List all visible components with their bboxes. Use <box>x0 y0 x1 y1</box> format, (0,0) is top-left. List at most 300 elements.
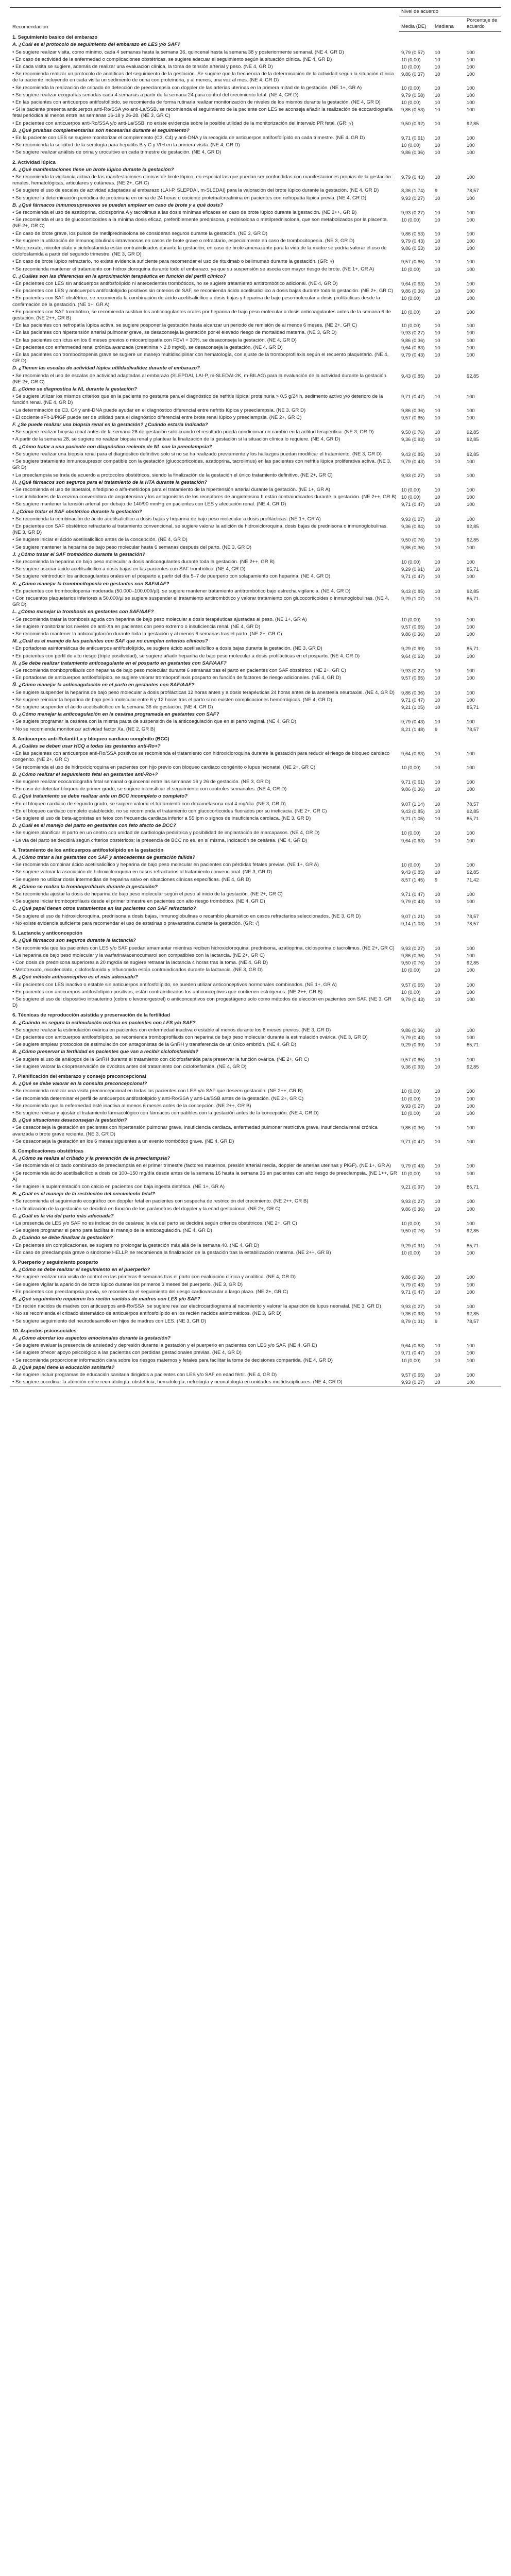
cell-pct: 100 <box>467 1103 475 1109</box>
recommendation-text: • Se sugiere mantener la heparina de bajo peso molecular hasta 6 semanas después del parto. (NE 3, GR D) <box>12 544 252 550</box>
cell-mean: 9,07 (1,14) <box>401 801 425 807</box>
recommendation-text: • En portadoras de anticuerpos antifosfolípido, se sugiere valorar tromboprofilaxis posparto en función de factores de riesgo adicionales. (NE 4, GR D) <box>12 675 341 681</box>
recommendation-text: • Se sugiere el uso del dispositivo intrauterino (cobre o levonorgestrel) o anticonceptivos con progestágeno solo como métodos de elección en pacientes con SAF. (NE 3, GR D) <box>12 996 392 1009</box>
recommendation-row <box>10 322 501 329</box>
cell-mean <box>399 1071 433 1080</box>
cell-pct: 100 <box>467 295 475 301</box>
recommendation-text: • En pacientes con perfil de alto riesgo (triple positividad), se sugiere añadir heparina de bajo peso molecular a dosis profilácticas en el posparto. (NE 4, GR D) <box>12 653 360 659</box>
section-title: 9. Puerperio y seguimiento posparto <box>12 1260 98 1266</box>
cell-pct <box>465 509 501 516</box>
cell-pct <box>465 273 501 280</box>
recommendation-row <box>10 996 501 1009</box>
recommendation-row <box>10 704 501 711</box>
recommendation-text: • Se recomienda el uso de glucocorticoides a la mínima dosis eficaz, preferiblemente prednisona, prednisolona o metilprednisolona, que son metabolizados por la placenta. (NE 2+, GR C) <box>12 217 388 229</box>
cell-mean <box>399 682 433 689</box>
cell-mean: 10 (0,00) <box>401 142 421 148</box>
recommendation-row <box>10 337 501 344</box>
cell-pct: 100 <box>467 779 475 785</box>
cell-mean: 9,79 (0,43) <box>401 719 425 725</box>
cell-median: 10 <box>435 631 440 637</box>
recommendation-text: • Metotrexato, micofenolato, ciclofosfamida y leflunomida están contraindicados durante la lactancia. (NE 3, GR D) <box>12 967 263 973</box>
cell-pct: 100 <box>467 1206 475 1212</box>
cell-mean: 9,86 (0,37) <box>401 71 425 77</box>
recommendation-row <box>10 1095 501 1103</box>
cell-mean: 9,93 (0,27) <box>401 330 425 336</box>
recommendation-text: • En pacientes sin complicaciones, se sugiere no prolongar la gestación más allá de la semana 40. (NE 4, GR D) <box>12 1242 260 1248</box>
cell-pct: 85,71 <box>467 595 479 601</box>
cell-mean: 9,79 (0,43) <box>401 1281 425 1287</box>
cell-mean: 9,86 (0,53) <box>401 245 425 251</box>
cell-mean <box>399 166 433 174</box>
recommendation-row <box>10 280 501 287</box>
question-text: D. ¿Cuál es el manejo del parto en gestantes con feto afecto de BCC? <box>12 823 176 829</box>
question-text: A. ¿Cómo se realiza el cribado y la prevención de la preeclampsia? <box>12 1156 171 1162</box>
recommendation-row <box>10 494 501 501</box>
recommendation-text: • Se sugiere el uso de análogos de la GnRH durante el tratamiento con ciclofosfamida para preservar la función ovárica. (NE 2+, GR C) <box>12 1056 309 1062</box>
cell-pct <box>465 1145 501 1155</box>
cell-pct: 100 <box>467 1249 475 1256</box>
recommendation-row <box>10 913 501 920</box>
recommendation-text: • Se sugiere programar el parto para facilitar el manejo de la anticoagulación. (NE 4, GR D) <box>12 1228 212 1234</box>
cell-pct: 100 <box>467 259 475 265</box>
recommendation-row <box>10 837 501 844</box>
recommendation-text: • Se sugiere iniciar tromboprofilaxis desde el primer trimestre en pacientes con alto riesgo trombótico. (NE 4, GR D) <box>12 899 265 905</box>
cell-mean: 9,79 (0,43) <box>401 352 425 358</box>
cell-median: 10 <box>435 667 440 673</box>
question-row <box>10 41 501 48</box>
recommendation-row <box>10 393 501 406</box>
cell-median: 10 <box>435 266 440 272</box>
cell-median: 10 <box>435 646 440 652</box>
recommendation-row <box>10 71 501 84</box>
cell-pct <box>465 1213 501 1220</box>
cell-median <box>433 202 465 209</box>
cell-mean <box>399 273 433 280</box>
cell-pct: 100 <box>467 245 475 251</box>
cell-mean <box>399 1009 433 1019</box>
recommendation-row <box>10 536 501 544</box>
cell-median: 10 <box>435 1281 440 1287</box>
cell-pct: 92,85 <box>467 1311 479 1317</box>
recommendation-row <box>10 1088 501 1095</box>
cell-mean: 9,50 (0,76) <box>401 537 425 543</box>
cell-mean: 9,79 (0,43) <box>401 899 425 905</box>
cell-pct <box>465 41 501 48</box>
cell-median: 10 <box>435 407 440 413</box>
question-row <box>10 421 501 429</box>
cell-mean: 9,43 (0,85) <box>401 451 425 457</box>
recommendation-row <box>10 1103 501 1110</box>
cell-pct: 71,42 <box>467 876 479 883</box>
section-title: 5. Lactancia y anticoncepción <box>12 930 82 937</box>
recommendation-row <box>10 344 501 351</box>
recommendation-text: • En recién nacidos de madres con anticuerpos anti-Ro/SSA, se sugiere realizar electrocardiograma al nacimiento y valorar la aparición de lupus neonatal. (NE 3, GR D) <box>12 1303 381 1310</box>
recommendation-row <box>10 558 501 566</box>
cell-mean: 9,36 (0,93) <box>401 436 425 443</box>
recommendation-row <box>10 1274 501 1281</box>
cell-median <box>433 660 465 667</box>
cell-mean: 9,43 (0,85) <box>401 869 425 875</box>
cell-median <box>433 638 465 645</box>
cell-mean: 9,29 (0,91) <box>401 1242 425 1248</box>
cell-pct: 100 <box>467 288 475 294</box>
cell-mean: 9,86 (0,36) <box>401 1274 425 1280</box>
cell-median: 10 <box>435 1303 440 1310</box>
cell-pct: 100 <box>467 352 475 358</box>
question-row <box>10 660 501 667</box>
cell-pct: 100 <box>467 516 475 522</box>
cell-pct: 92,85 <box>467 537 479 543</box>
cell-mean: 9,86 (0,36) <box>401 1206 425 1212</box>
cell-pct: 100 <box>467 174 475 180</box>
recommendation-row <box>10 49 501 56</box>
cell-mean <box>399 31 433 41</box>
recommendation-text: • Se sugiere seguimiento del neurodesarrollo en hijos de madres con LES. (NE 3, GR D) <box>12 1318 207 1324</box>
recommendation-text: • Se sugiere el uso de hidroxicloroquina, prednisona a dosis bajas, inmunoglobulinas o recambio plasmático en casos refractarios seleccionados. (NE 3, GR D) <box>12 913 361 919</box>
cell-mean: 9,79 (0,43) <box>401 459 425 465</box>
cell-mean: 9,64 (0,63) <box>401 837 425 843</box>
cell-pct <box>465 166 501 174</box>
recommendation-row <box>10 1034 501 1041</box>
cell-mean: 9,79 (0,43) <box>401 238 425 244</box>
cell-mean <box>399 581 433 588</box>
recommendation-row <box>10 959 501 967</box>
cell-median: 10 <box>435 323 440 329</box>
cell-mean: 9,93 (0,27) <box>401 667 425 673</box>
cell-pct <box>465 1257 501 1266</box>
recommendation-row <box>10 56 501 63</box>
cell-pct <box>465 660 501 667</box>
cell-pct: 100 <box>467 837 475 843</box>
recommendation-row <box>10 63 501 71</box>
question-row <box>10 771 501 778</box>
recommendation-row <box>10 718 501 725</box>
cell-mean: 9,86 (0,36) <box>401 407 425 413</box>
question-text: Ñ. ¿Cómo manejar la anticoagulación en el parto en gestantes con SAF/AAF? <box>12 682 195 688</box>
recommendation-text: • Se recomienda el uso de azatioprina, ciclosporina A y tacrolimus a las dosis mínimas eficaces en caso de brote lúpico durante la gestación. (NE 2++, GR B) <box>12 209 357 215</box>
question-row <box>10 166 501 174</box>
cell-median: 10 <box>435 1206 440 1212</box>
cell-median: 10 <box>435 996 440 1002</box>
cell-median: 10 <box>435 230 440 236</box>
recommendation-row <box>10 808 501 815</box>
cell-mean <box>399 551 433 558</box>
question-row <box>10 365 501 372</box>
cell-mean <box>399 974 433 981</box>
recommendation-row <box>10 1041 501 1048</box>
cell-pct <box>465 365 501 372</box>
recommendation-row <box>10 245 501 258</box>
cell-median: 10 <box>435 459 440 465</box>
cell-mean: 9,71 (0,47) <box>401 1138 425 1144</box>
recommendation-row <box>10 726 501 733</box>
cell-pct <box>465 202 501 209</box>
section-row <box>10 1009 501 1019</box>
cell-median: 9 <box>435 1318 438 1324</box>
cell-median: 9 <box>435 876 438 883</box>
recommendation-row <box>10 616 501 623</box>
cell-median <box>433 1296 465 1303</box>
cell-median: 10 <box>435 1274 440 1280</box>
cell-pct <box>465 1335 501 1342</box>
cell-median <box>433 1009 465 1019</box>
cell-mean: 8,36 (1,74) <box>401 188 425 194</box>
cell-mean: 9,86 (0,53) <box>401 230 425 236</box>
recommendation-row <box>10 429 501 436</box>
cell-pct: 100 <box>467 71 475 77</box>
cell-pct: 100 <box>467 472 475 478</box>
recommendation-text: • Se recomienda ajustar la dosis de heparina de bajo peso molecular según el peso al inicio de la gestación. (NE 2+, GR C) <box>12 891 283 897</box>
cell-median: 10 <box>435 1088 440 1094</box>
recommendation-text: • En el bloqueo cardiaco completo establecido, no se recomienda el tratamiento con glucocorticoides fluorados por su ineficacia. (NE 2+, GR C) <box>12 808 327 814</box>
recommendation-text: • Se sugiere reiniciar la heparina de bajo peso molecular entre 6 y 12 horas tras el parto si no existen complicaciones hemorrágicas. (NE 4, GR D) <box>12 697 332 703</box>
cell-mean: 10 (0,00) <box>401 56 421 62</box>
question-text: C. ¿Qué papel tienen otros tratamientos en las pacientes con SAF refractario? <box>12 906 196 912</box>
cell-pct <box>465 905 501 912</box>
cell-mean: 9,29 (0,91) <box>401 566 425 572</box>
cell-pct: 92,85 <box>467 1063 479 1070</box>
cell-mean: 9,57 (0,65) <box>401 414 425 420</box>
question-text: C. ¿Cuál es la vía del parto más adecuada? <box>12 1213 114 1219</box>
recommendation-text: • En caso de brote lúpico refractario, no existe evidencia suficiente para recomendar el uso de rituximab o belimumab durante la gestación. (GR: √) <box>12 259 334 265</box>
recommendation-text: • En pacientes con LES sin anticuerpos antifosfolípido ni antecedentes trombóticos, no se sugiere tratamiento antitrombótico adicional. (NE 4, GR D) <box>12 281 338 287</box>
recommendation-text: • No se recomienda el cribado sistemático de anticuerpos antifosfolípido en los recién nacidos asintomáticos. (NE 3, GR D) <box>12 1311 282 1317</box>
recommendation-row <box>10 1138 501 1145</box>
cell-median <box>433 509 465 516</box>
cell-mean: 10 (0,00) <box>401 99 421 105</box>
question-text: G. ¿Cómo tratar a una paciente con diagnóstico reciente de NL con la preeclampsia? <box>12 444 212 450</box>
recommendation-row <box>10 595 501 608</box>
question-text: A. ¿Cuándo es segura la estimulación ovárica en pacientes con LES y/o SAF? <box>12 1020 196 1026</box>
cell-median: 10 <box>435 245 440 251</box>
cell-pct <box>465 927 501 937</box>
cell-pct: 100 <box>467 459 475 465</box>
recommendation-text: • Con dosis de prednisona superiores a 20 mg/día se sugiere retrasar la lactancia 4 horas tras la toma. (NE 4, GR D) <box>12 959 268 965</box>
cell-median: 10 <box>435 1372 440 1378</box>
cell-median: 10 <box>435 516 440 522</box>
question-text: I. ¿Cómo tratar el SAF obstétrico durante la gestación? <box>12 509 142 515</box>
question-row <box>10 581 501 588</box>
cell-mean <box>399 365 433 372</box>
cell-median: 10 <box>435 981 440 988</box>
recommendation-row <box>10 436 501 443</box>
cell-median: 10 <box>435 1103 440 1109</box>
question-row <box>10 608 501 616</box>
recommendation-text: • Se recomienda el seguimiento ecográfico con doppler fetal en pacientes con sospecha de restricción del crecimiento. (NE 2++, GR B) <box>12 1198 309 1205</box>
recommendation-text: • En las pacientes con anticuerpos anti-Ro/SSA positivos se recomienda el tratamiento con hidroxicloroquina durante la gestación para reducir el riesgo de bloqueo cardiaco congénito. (NE 2+, GR C) <box>12 751 390 763</box>
cell-mean: 10 (0,00) <box>401 323 421 329</box>
recommendation-text: • La vía del parto se decidirá según criterios obstétricos; la presencia de BCC no es, en sí misma, indicación de cesárea. (NE 4, GR D) <box>12 837 308 843</box>
recommendation-row <box>10 674 501 682</box>
cell-median: 10 <box>435 989 440 995</box>
recommendation-row <box>10 142 501 149</box>
header-mean: Media (DE) <box>399 16 433 31</box>
cell-mean: 10 (0,00) <box>401 1095 421 1101</box>
cell-pct: 100 <box>467 862 475 868</box>
question-text: D. ¿Cuándo se debe finalizar la gestación? <box>12 1235 113 1241</box>
recommendation-text: • Si la paciente presenta anticuerpos anti-Ro/SSA y/o anti-La/SSB, se recomienda el seguimiento de la paciente con LES se aconseja añadir la realización de ecocardiografía fetal periódica al menos entre las semanas 16-18 y 26-28. (NE 3, GR C) <box>12 107 393 119</box>
cell-pct: 100 <box>467 945 475 951</box>
recommendation-row <box>10 786 501 793</box>
question-row <box>10 1080 501 1088</box>
cell-pct: 100 <box>467 697 475 703</box>
cell-pct <box>465 844 501 854</box>
cell-pct: 100 <box>467 1034 475 1040</box>
cell-pct: 100 <box>465 1379 501 1386</box>
section-row <box>10 733 501 743</box>
cell-mean: 10 (0,00) <box>401 1170 421 1176</box>
cell-pct: 100 <box>467 764 475 770</box>
cell-pct: 85,71 <box>467 816 479 822</box>
cell-mean: 10 (0,00) <box>401 494 421 500</box>
cell-pct <box>465 937 501 944</box>
cell-pct: 78,57 <box>467 913 479 919</box>
question-text: B. ¿Cuál es el manejo de la restricción del crecimiento fetal? <box>12 1191 155 1197</box>
recommendation-text: • Se recomienda el uso de escalas de actividad adaptadas al embarazo (SLEPDAI, LAI-P, m-SLEDAI-2K, m-BILAG) para la evaluación de la actividad durante la gestación. (NE 2+, GR C) <box>12 372 388 385</box>
cell-pct: 100 <box>467 1281 475 1287</box>
cell-pct: 100 <box>467 1088 475 1094</box>
recommendation-text: • Se sugiere vigilar la aparición de brote lúpico durante los primeros 3 meses del puerperio. (NE 3, GR D) <box>12 1281 243 1287</box>
cell-mean: 9,93 (0,27) <box>401 516 425 522</box>
cell-pct: 92,85 <box>467 120 479 126</box>
cell-median: 10 <box>435 689 440 696</box>
cell-pct: 100 <box>467 573 475 580</box>
cell-median: 10 <box>435 1027 440 1033</box>
cell-median: 10 <box>435 84 440 91</box>
recommendation-row <box>10 472 501 479</box>
cell-pct <box>465 974 501 981</box>
question-text: B. ¿Qué método anticonceptivo es el más adecuado? <box>12 974 138 980</box>
cell-mean <box>399 844 433 854</box>
question-row <box>10 509 501 516</box>
cell-mean: 9,86 (0,36) <box>401 1027 425 1033</box>
recommendation-text: • En pacientes con trombocitopenia moderada (50.000–100.000/µl), se sugiere mantener tratamiento antitrombótico bajo estrecha vigilancia. (NE 4, GR D) <box>12 588 351 594</box>
cell-median <box>433 386 465 393</box>
cell-median: 10 <box>435 1184 440 1190</box>
cell-pct: 100 <box>467 217 475 223</box>
recommendation-text: • La finalización de la gestación se decidirá en función de los parámetros del doppler y la edad gestacional. (NE 2+, GR C) <box>12 1206 281 1212</box>
cell-median: 10 <box>435 1056 440 1062</box>
cell-median: 10 <box>435 830 440 836</box>
recommendation-text: • La heparina de bajo peso molecular y la warfarina/acenocumarol son compatibles con la lactancia. (NE 2+, GR C) <box>12 952 265 958</box>
cell-median: 10 <box>435 1289 440 1295</box>
recommendation-text: • Se recomienda realizar una visita preconcepcional en todas las pacientes con LES y/o SAF que deseen gestación. (NE 2++, GR B) <box>12 1088 303 1094</box>
recommendation-text: • Se sugiere la suplementación con calcio en pacientes con baja ingesta dietética. (NE 1+, GR A) <box>12 1184 225 1190</box>
recommendation-row <box>10 295 501 308</box>
recommendation-row <box>10 92 501 99</box>
cell-pct: 100 <box>467 1163 475 1169</box>
cell-pct: 100 <box>467 99 475 105</box>
cell-median: 10 <box>435 588 440 594</box>
recommendation-row <box>10 1183 501 1191</box>
recommendation-text: • Se recomienda mantener el tratamiento con hidroxicloroquina durante todo el embarazo, ya que su suspensión se asocia con mayor riesgo de brote. (NE 1+, GR A) <box>12 266 374 272</box>
recommendation-row <box>10 1198 501 1205</box>
cell-median <box>433 793 465 800</box>
recommendation-row <box>10 84 501 92</box>
cell-pct: 100 <box>467 344 475 350</box>
recommendation-text: • Se sugiere la determinación periódica de proteinuria en orina de 24 horas o cociente proteína/creatinina en pacientes con nefropatía lúpica previa. (NE 4, GR D) <box>12 195 367 201</box>
cell-median: 10 <box>435 494 440 500</box>
question-text: A. ¿Cómo se debe realizar el seguimiento en el puerperio? <box>12 1267 150 1273</box>
cell-mean: 8,57 (1,45) <box>401 876 425 883</box>
question-row <box>10 937 501 944</box>
recommendation-row <box>10 697 501 704</box>
cell-pct <box>465 1117 501 1124</box>
cell-median <box>433 551 465 558</box>
recommendation-row <box>10 486 501 494</box>
recommendation-text: • No se recomienda monitorizar actividad factor Xa. (NE 2, GR B) <box>12 726 156 732</box>
cell-median: 10 <box>435 945 440 951</box>
cell-pct <box>465 1266 501 1274</box>
recommendation-text: • Se recomienda la realización de cribado de detección de preeclampsia con doppler de las arterias uterinas en la primera mitad de la gestación. (NE 1+, GR A) <box>12 84 362 91</box>
cell-pct: 100 <box>467 1198 475 1205</box>
recommendation-row <box>10 891 501 898</box>
cell-median <box>433 1191 465 1198</box>
cell-pct <box>465 1296 501 1303</box>
recommendation-row <box>10 1056 501 1063</box>
section-title: 8. Complicaciones obstétricas <box>12 1148 84 1154</box>
recommendation-text: • En las pacientes con hipertensión arterial pulmonar grave, se desaconseja la gestación por el elevado riesgo de mortalidad materna. (NE 3, GR D) <box>12 330 337 336</box>
recommendation-text: • Se recomienda ácido acetilsalicílico a dosis de 100–150 mg/día desde antes de la semana 16 hasta la semana 36 en pacientes con alto riesgo de preeclampsia. (NE 1++, GR A) <box>12 1170 397 1182</box>
cell-median: 10 <box>435 704 440 710</box>
cell-pct <box>465 1080 501 1088</box>
cell-mean <box>399 743 433 750</box>
cell-median: 10 <box>435 1249 440 1256</box>
cell-pct <box>465 1234 501 1242</box>
cell-pct: 100 <box>467 1274 475 1280</box>
section-row <box>10 1257 501 1266</box>
recommendation-row <box>10 174 501 187</box>
recommendation-text: • Se sugiere realizar una biopsia renal para el diagnóstico definitivo solo si no se ha realizado previamente y los hallazgos puedan modificar el tratamiento. (NE 3, GR D) <box>12 451 382 457</box>
cell-pct: 100 <box>467 1125 475 1131</box>
question-row <box>10 1117 501 1124</box>
cell-median <box>433 1071 465 1080</box>
cell-mean <box>399 1145 433 1155</box>
cell-mean: 9,43 (0,85) <box>401 808 425 814</box>
cell-pct: 100 <box>467 63 475 70</box>
question-text: A. ¿Qué fármacos son seguros durante la lactancia? <box>12 938 136 944</box>
cell-mean: 9,86 (0,36) <box>401 689 425 696</box>
header-median: Mediana <box>433 16 465 31</box>
recommendation-row <box>10 898 501 905</box>
cell-mean: 8,21 (1,48) <box>401 726 425 732</box>
cell-pct: 85,71 <box>467 1184 479 1190</box>
cell-median: 10 <box>435 779 440 785</box>
cell-pct: 100 <box>467 899 475 905</box>
cell-pct: 100 <box>467 952 475 958</box>
recommendation-row <box>10 120 501 127</box>
cell-pct <box>465 822 501 829</box>
cell-mean: 9,43 (0,85) <box>401 588 425 594</box>
recommendation-text: • En caso de preeclampsia grave o síndrome HELLP, se recomienda la finalización de la gestación tras la estabilización materna. (NE 2++, GR B) <box>12 1249 331 1256</box>
question-text: B. ¿Cómo se realiza la tromboprofilaxis durante la gestación? <box>12 884 158 890</box>
cell-pct: 100 <box>467 337 475 343</box>
recommendation-text: • Con recuentos plaquetarios inferiores a 50.000/µl se sugiere suspender el tratamiento antitrombótico y valorar tratamiento con glucocorticoides o inmunoglobulinas. (NE 4, GR D) <box>12 595 389 608</box>
cell-median <box>433 1145 465 1155</box>
recommendation-text: • En pacientes con LES inactivo o estable sin anticuerpos antifosfolípido, se pueden utilizar anticonceptivos hormonales combinados. (NE 1+, GR A) <box>12 981 337 988</box>
cell-pct: 78,57 <box>467 1318 479 1324</box>
cell-mean: 9,79 (0,43) <box>401 1163 425 1169</box>
cell-median: 10 <box>435 1110 440 1116</box>
cell-mean: 10 (0,00) <box>401 967 421 973</box>
cell-pct: 100 <box>467 266 475 272</box>
cell-mean: 8,79 (1,31) <box>401 1318 425 1324</box>
cell-mean <box>399 1335 433 1342</box>
cell-pct: 85,71 <box>467 646 479 652</box>
cell-pct <box>465 421 501 429</box>
recommendation-row <box>10 414 501 421</box>
cell-median: 10 <box>435 869 440 875</box>
